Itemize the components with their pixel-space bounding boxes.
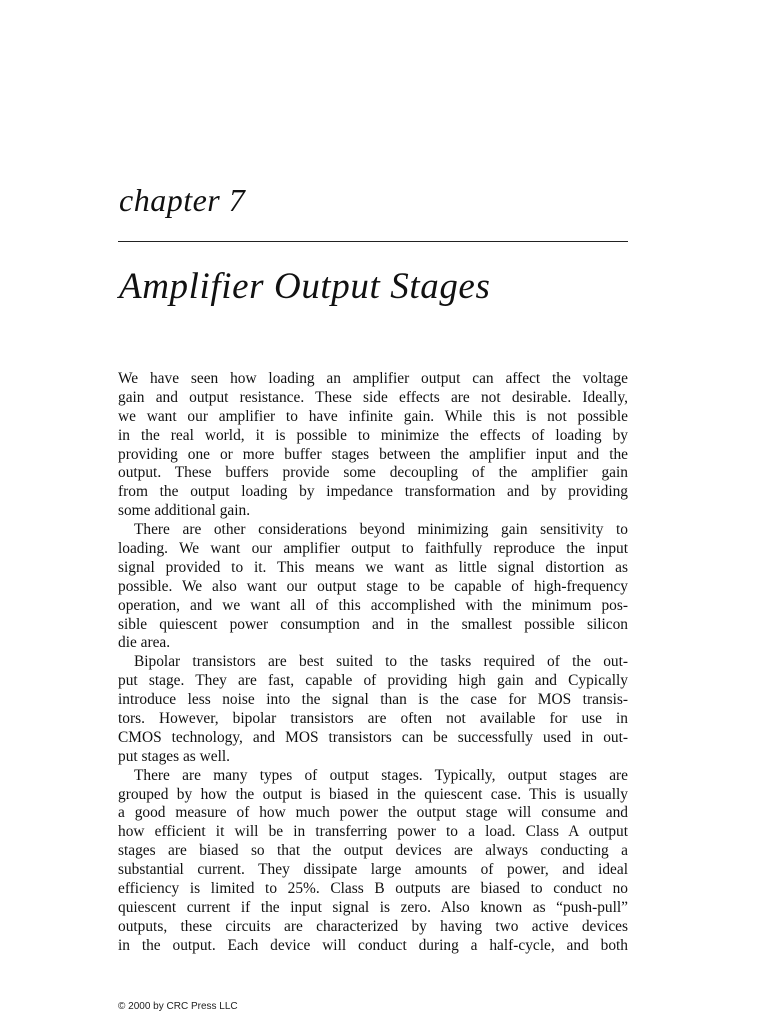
text-line: tors. However, bipolar transistors are often not available for use in — [118, 710, 628, 728]
paragraph — [118, 653, 628, 766]
text-line: in the output. Each device will conduct during a half-cycle, and both — [118, 936, 628, 954]
text-line: some additional gain. — [118, 502, 251, 520]
text-line: efficiency is limited to 25%. Class B outputs are biased to conduct no — [118, 880, 628, 898]
chapter-label: chapter 7 — [119, 182, 246, 218]
text-line: grouped by how the output is biased in the quiescent case. This is usually — [118, 785, 628, 803]
chapter-title: Amplifier Output Stages — [119, 266, 491, 307]
text-line: we want our amplifier to have infinite gain. While this is not possible — [118, 407, 628, 425]
text-line: sible quiescent power consumption and in the smallest possible silicon — [118, 615, 628, 633]
paragraph — [118, 370, 628, 521]
text-line: die area. — [118, 634, 171, 652]
paragraph — [118, 767, 628, 956]
text-line: put stages as well. — [118, 747, 230, 765]
text-line: in the real world, it is possible to minimize the effects of loading by — [118, 426, 628, 444]
text-line: output. These buffers provide some decoupling of the amplifier gain — [118, 464, 628, 482]
text-line: from the output loading by impedance transformation and by providing — [118, 483, 628, 501]
text-line: introduce less noise into the signal than is the case for MOS transis- — [118, 691, 628, 709]
text-line: stages are biased so that the output devices are always conducting a — [118, 842, 628, 860]
text-line: how efficient it will be in transferring power to a load. Class A output — [118, 823, 628, 841]
text-line: substantial current. They dissipate large amounts of power, and ideal — [118, 861, 628, 879]
text-line: quiescent current if the input signal is zero. Also known as “push-pull” — [118, 898, 628, 916]
text-line: gain and output resistance. These side effects are not desirable. Ideally, — [118, 388, 628, 406]
text-line: outputs, these circuits are characterized by having two active devices — [118, 917, 628, 935]
copyright-footer: © 2000 by CRC Press LLC — [118, 1001, 238, 1012]
text-line: There are other considerations beyond minimizing gain sensitivity to — [134, 521, 628, 539]
text-line: CMOS technology, and MOS transistors can be successfully used in out- — [118, 728, 628, 746]
text-line: a good measure of how much power the output stage will consume and — [118, 804, 628, 822]
paragraph — [118, 521, 628, 653]
text-line: put stage. They are fast, capable of providing high gain and Cypically — [118, 672, 628, 690]
text-line: There are many types of output stages. Typically, output stages are — [134, 766, 628, 784]
text-line: providing one or more buffer stages between the amplifier input and the — [118, 445, 628, 463]
text-line: We have seen how loading an amplifier output can affect the voltage — [118, 370, 628, 387]
text-line: signal provided to it. This means we want as little signal distortion as — [118, 558, 628, 576]
text-line: possible. We also want our output stage to be capable of high-frequency — [118, 577, 628, 595]
body-text — [118, 370, 628, 956]
text-line: Bipolar transistors are best suited to the tasks required of the out- — [134, 653, 628, 671]
text-line: operation, and we want all of this accomplished with the minimum pos- — [118, 596, 628, 614]
text-line: loading. We want our amplifier output to faithfully reproduce the input — [118, 540, 628, 558]
chapter-rule — [118, 241, 628, 242]
